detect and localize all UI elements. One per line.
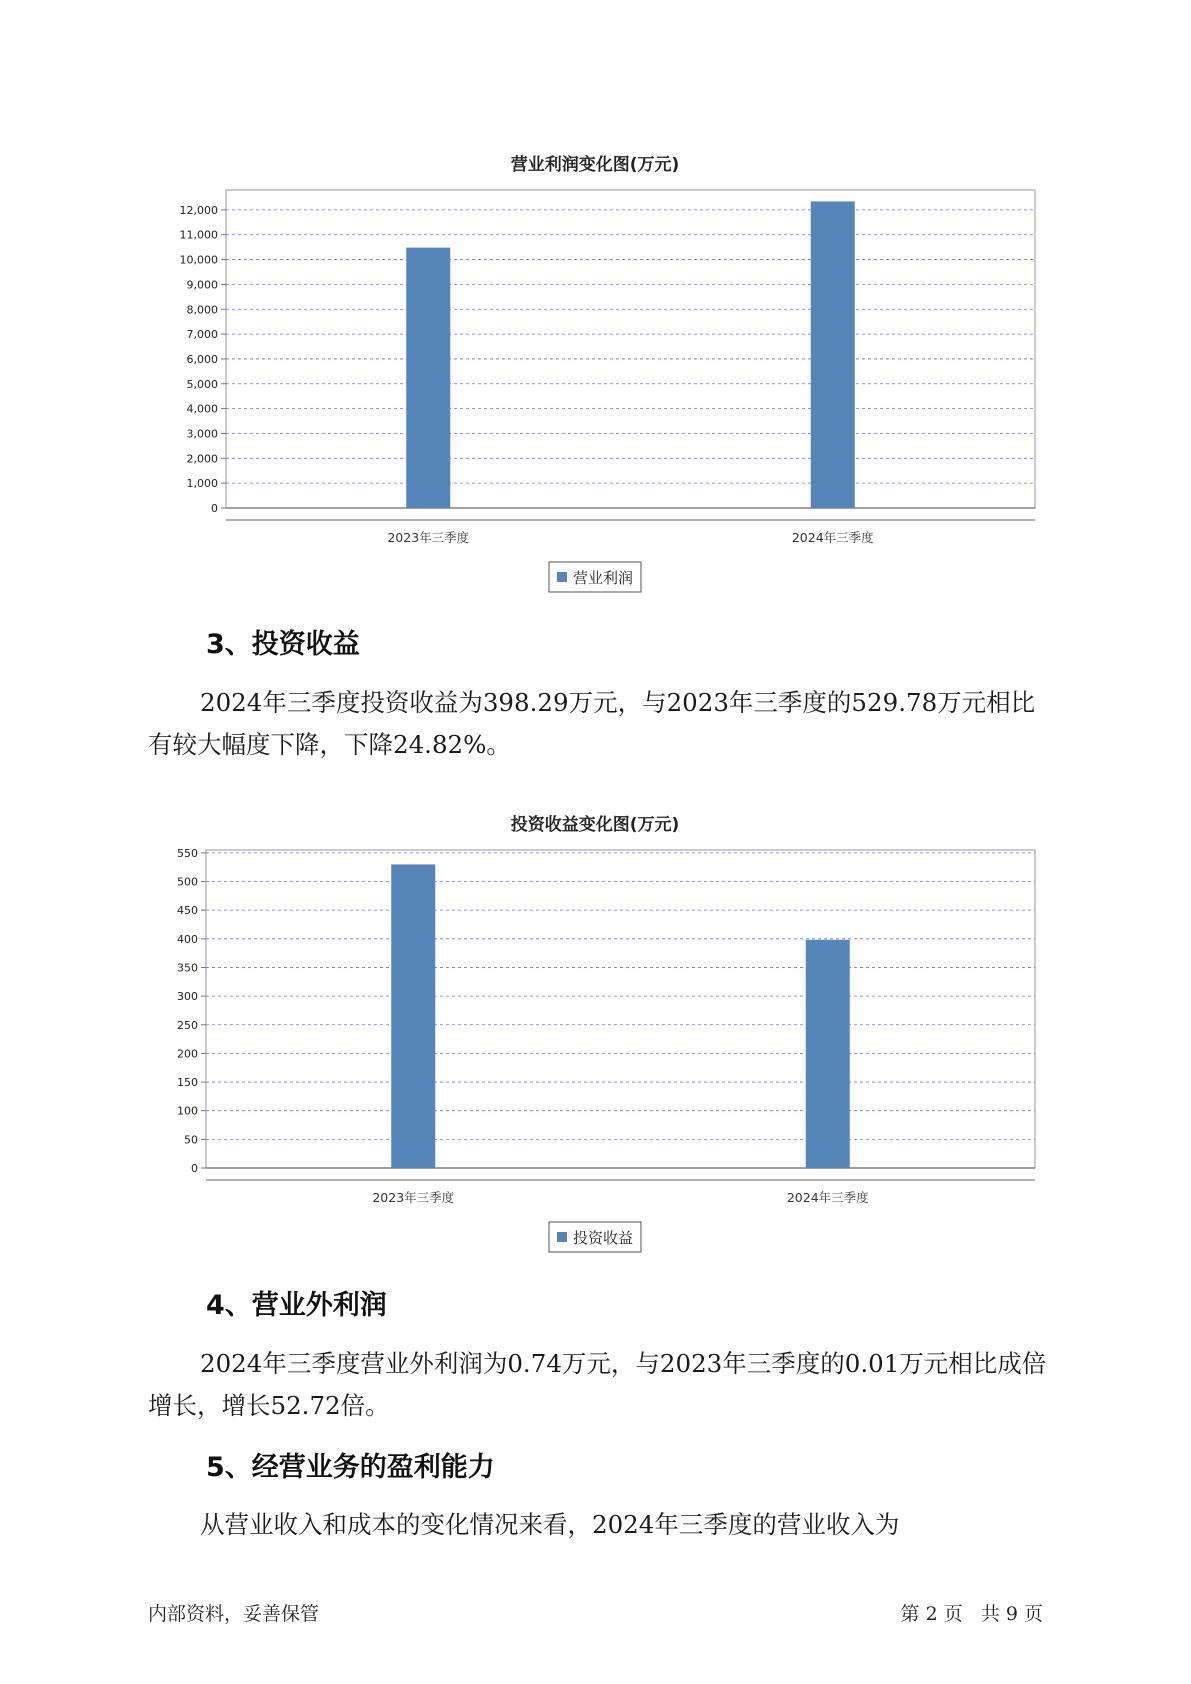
y-tick-label: 11,000: [179, 228, 218, 242]
y-tick-label: 550: [177, 846, 198, 860]
section-heading-profitability: 5、经营业务的盈利能力: [206, 1452, 495, 1483]
y-tick-label: 1,000: [186, 477, 218, 491]
section-heading-non-operating-profit: 4、营业外利润: [206, 1290, 387, 1321]
y-tick-label: 10,000: [179, 253, 218, 267]
category-label: 2023年三季度: [387, 530, 470, 545]
y-tick-label: 300: [177, 990, 198, 1004]
y-tick-label: 100: [177, 1104, 198, 1118]
operating-profit-chart-svg: [0, 130, 1191, 600]
section-text-non-operating-profit: 2024年三季度营业外利润为0.74万元，与2023年三季度的0.01万元相比成倍增长，增长52.72倍。: [148, 1349, 1047, 1420]
legend-swatch: [557, 1232, 567, 1242]
chart-title: 营业利润变化图(万元): [510, 155, 680, 175]
category-label: 2023年三季度: [372, 1190, 455, 1205]
y-tick-label: 50: [184, 1133, 198, 1147]
bar-2023年三季度: [391, 864, 435, 1168]
section-text-investment-income: 2024年三季度投资收益为398.29万元，与2023年三季度的529.78万元相比有较大幅度下降，下降24.82%。: [148, 688, 1036, 759]
section-heading-investment-income: 3、投资收益: [206, 629, 360, 660]
y-tick-label: 200: [177, 1047, 198, 1061]
category-label: 2024年三季度: [786, 1190, 869, 1205]
y-tick-label: 250: [177, 1018, 198, 1032]
investment-income-chart: [0, 790, 1191, 1260]
legend-label: 营业利润: [573, 569, 634, 587]
y-tick-label: 5,000: [186, 377, 218, 391]
bar-2024年三季度: [811, 201, 855, 508]
investment-income-chart-svg: [0, 790, 1191, 1260]
y-tick-label: 12,000: [179, 203, 218, 217]
y-tick-label: 4,000: [186, 402, 218, 416]
category-label: 2024年三季度: [791, 530, 874, 545]
y-tick-label: 400: [177, 932, 198, 946]
y-tick-label: 2,000: [186, 452, 218, 466]
y-tick-label: 0: [211, 502, 218, 515]
footer-confidential-note: 内部资料，妥善保管: [148, 1603, 320, 1625]
y-tick-label: 500: [177, 875, 198, 889]
y-tick-label: 350: [177, 961, 198, 975]
bar-2024年三季度: [806, 940, 850, 1168]
y-tick-label: 7,000: [186, 328, 218, 342]
section-text-profitability: 从营业收入和成本的变化情况来看，2024年三季度的营业收入为: [200, 1510, 900, 1539]
plot-area: [226, 190, 1035, 508]
operating-profit-chart: [0, 130, 1191, 600]
plot-area: [206, 850, 1035, 1168]
y-tick-label: 8,000: [186, 303, 218, 317]
legend-label: 投资收益: [573, 1229, 634, 1247]
y-tick-label: 6,000: [186, 352, 218, 366]
y-tick-label: 450: [177, 904, 198, 918]
chart-title: 投资收益变化图(万元): [510, 815, 680, 835]
bar-2023年三季度: [406, 248, 450, 508]
footer-page-number: 第 2 页 共 9 页: [900, 1603, 1043, 1625]
y-tick-label: 3,000: [186, 427, 218, 441]
legend-swatch: [557, 572, 567, 582]
y-tick-label: 0: [191, 1162, 198, 1175]
y-tick-label: 150: [177, 1076, 198, 1090]
y-tick-label: 9,000: [186, 278, 218, 292]
